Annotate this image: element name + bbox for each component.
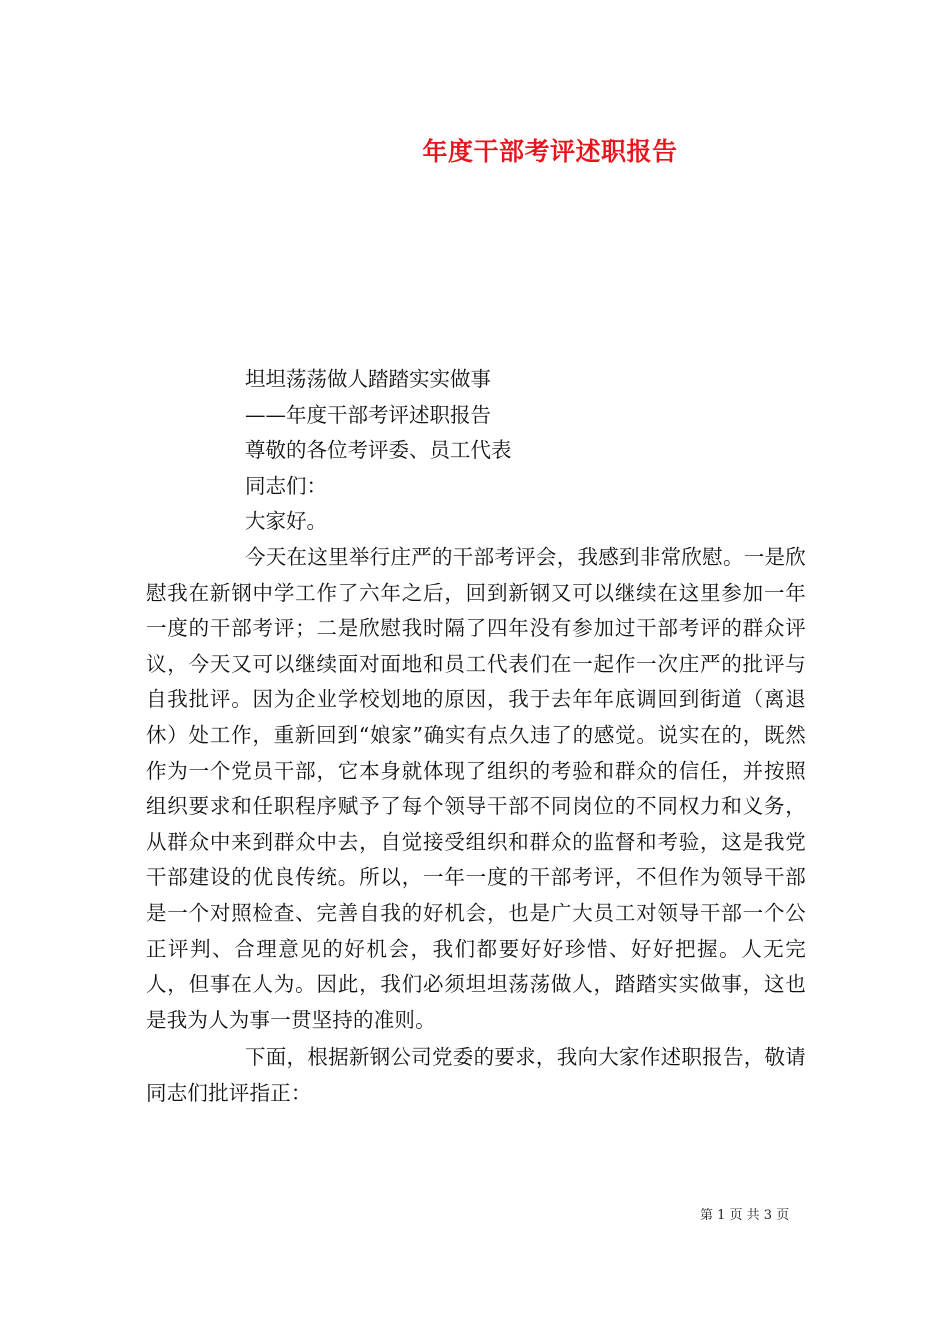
- heading-line-main: 坦坦荡荡做人踏踏实实做事: [245, 367, 491, 391]
- salutation-line: 尊敬的各位考评委、员工代表: [245, 438, 512, 463]
- document-title: 年度干部考评述职报告: [422, 137, 678, 166]
- page-number: 第 1 页 共 3 页: [700, 1208, 790, 1223]
- document-body: [146, 362, 806, 1111]
- body-paragraph-2: 下面，根据新钢公司党委的要求，我向大家作述职报告，敬请同志们批评指正：: [146, 1045, 806, 1105]
- heading-line-subtitle: ——年度干部考评述职报告: [245, 402, 491, 427]
- body-paragraph-1: 今天在这里举行庄严的干部考评会，我感到非常欣慰。一是欣慰我在新钢中学工作了六年之后，回到新钢又可以继续在这里参加一年一度的干部考评；二是欣慰我时隔了四年没有参加过干部考评的群众评议，今天又可以继续面对面地和员工代表们在一起作一次庄严的批评与自我批评。因为企业学校划地的原因，我于去年年底调回到街道（离退休）处工作，重新回到“娘家”确实有点久违了的感觉。说实在的，既然作为一个党员干部，它本身就体现了组织的考验和群众的信任，并按照组织要求和任职程序赋予了每个领导干部不同岗位的不同权力和义务，从群众中来到群众中去，自觉接受组织和群众的监督和考验，这是我党干部建设的优良传统。所以，一年一度的干部考评，不但作为领导干部是一个对照检查、完善自我的好机会，也是广大员工对领导干部一个公正评判、合理意见的好机会，我们都要好好珍惜、好好把握。人无完人，但事在人为。因此，我们必须坦坦荡荡做人，踏踏实实做事，这也是我为人为事一贯坚持的准则。: [146, 544, 806, 1032]
- salutation-comrades: 同志们：: [245, 473, 327, 498]
- greeting-line: 大家好。: [245, 509, 327, 534]
